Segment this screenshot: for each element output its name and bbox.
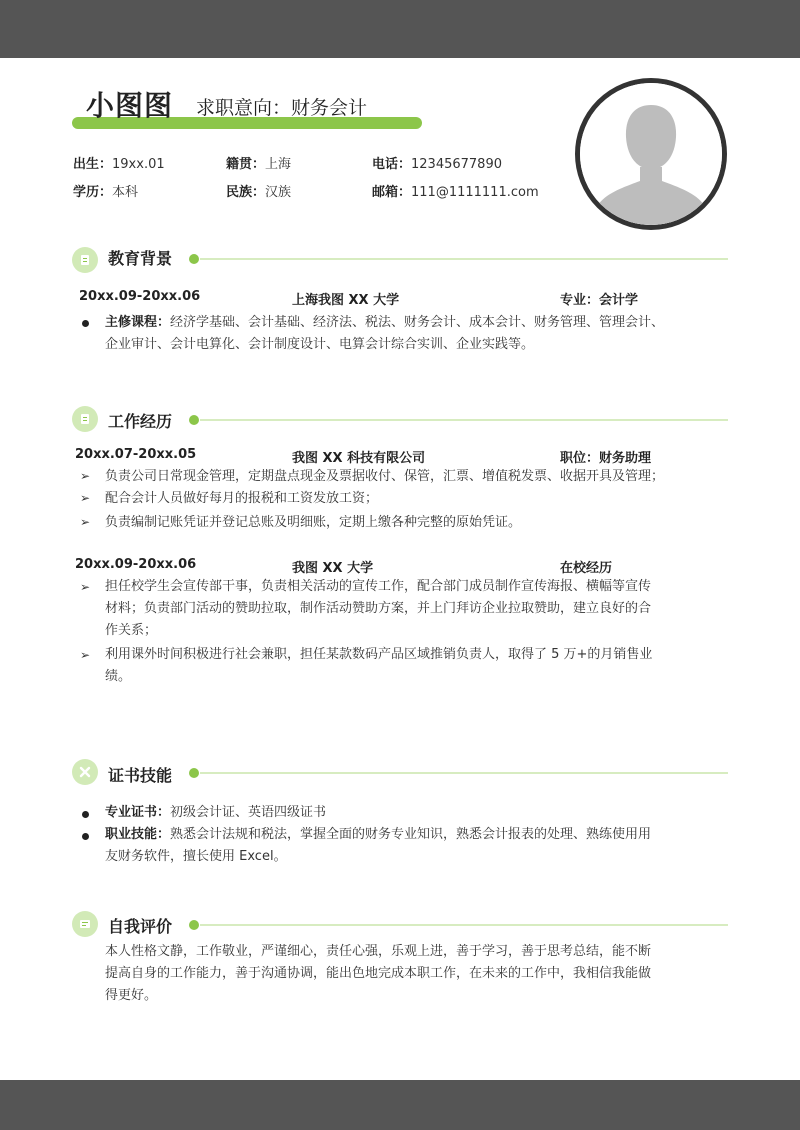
job1-item: 负责公司日常现金管理，定期盘点现金及票据收付、保管，汇票、增值税发票、收据开具及管理； [105, 469, 665, 484]
work-icon [72, 406, 98, 432]
work-title: 工作经历 [108, 412, 173, 431]
info-ethnicity: 民族：汉族 [226, 185, 292, 200]
info-education: 学历：本科 [73, 185, 139, 200]
job2-position: 在校经历 [560, 561, 613, 576]
skills-icon [72, 759, 98, 785]
section-dot [189, 920, 199, 930]
section-divider [200, 419, 728, 421]
education-icon [72, 247, 98, 273]
education-title: 教育背景 [108, 249, 173, 268]
job2-item: 担任校学生会宣传部干事，负责相关活动的宣传工作，配合部门成员制作宣传海报、横幅等宣传 材料；负责部门活动的赞助拉取，制作活动赞助方案，并上门拜访企业拉取赞助，建立良好的合 作关系； [105, 579, 652, 638]
arrow-bullet: ➢ [80, 491, 91, 505]
info-birth: 出生：19xx.01 [73, 157, 165, 172]
skills-cert: 专业证书：初级会计证、英语四级证书 [105, 805, 327, 820]
self-eval-text: 本人性格文静，工作敬业，严谨细心，责任心强，乐观上进，善于学习，善于思考总结，能不断 提高自身的工作能力，善于沟通协调，能出色地完成本职工作，在未来的工作中，我相信我能做 得更好。 [105, 944, 652, 1003]
bullet [82, 833, 89, 840]
top-bar [0, 0, 800, 58]
section-dot [189, 415, 199, 425]
profile-photo [575, 78, 727, 230]
education-school: 上海我图 XX 大学 [292, 293, 400, 308]
job1-company: 我图 XX 科技有限公司 [292, 451, 426, 466]
info-email: 邮箱：111@1111111.com [372, 185, 539, 200]
self-eval-icon [72, 911, 98, 937]
skills-title: 证书技能 [108, 766, 173, 785]
job1-position: 职位：财务助理 [560, 451, 652, 466]
info-native: 籍贯：上海 [226, 157, 292, 172]
arrow-bullet: ➢ [80, 580, 91, 594]
bullet [82, 811, 89, 818]
info-phone: 电话：12345677890 [372, 157, 502, 172]
resume-name: 小图图 [86, 89, 174, 122]
education-major: 专业：会计学 [560, 293, 639, 308]
education-date: 20xx.09-20xx.06 [79, 289, 201, 304]
section-divider [200, 924, 728, 926]
job1-item: 配合会计人员做好每月的报税和工资发放工资； [105, 491, 379, 506]
job2-company: 我图 XX 大学 [292, 561, 374, 576]
arrow-bullet: ➢ [80, 515, 91, 529]
section-dot [189, 768, 199, 778]
job2-date: 20xx.09-20xx.06 [75, 557, 197, 572]
section-dot [189, 254, 199, 264]
section-divider [200, 258, 728, 260]
job2-item: 利用课外时间积极进行社会兼职，担任某款数码产品区域推销负责人，取得了 5 万+的月销售业 绩。 [105, 647, 653, 684]
job1-item: 负责编制记账凭证并登记总账及明细账，定期上缴各种完整的原始凭证。 [105, 515, 522, 530]
bullet [82, 320, 89, 327]
section-divider [200, 772, 728, 774]
bottom-bar [0, 1080, 800, 1130]
job-intent: 求职意向：财务会计 [196, 97, 368, 119]
skills-professional: 职业技能：熟悉会计法规和税法，掌握全面的财务专业知识，熟悉会计报表的处理、熟练使用用 友财务软件，擅长使用 Excel。 [105, 827, 652, 864]
job1-date: 20xx.07-20xx.05 [75, 447, 197, 462]
person-silhouette-icon [580, 83, 722, 225]
arrow-bullet: ➢ [80, 469, 91, 483]
arrow-bullet: ➢ [80, 648, 91, 662]
self-eval-title: 自我评价 [108, 917, 173, 936]
education-courses: 主修课程：经济学基础、会计基础、经济法、税法、财务会计、成本会计、财务管理、管理会计、 企业审计、会计电算化、会计制度设计、电算会计综合实训、企业实践等。 [105, 315, 665, 352]
